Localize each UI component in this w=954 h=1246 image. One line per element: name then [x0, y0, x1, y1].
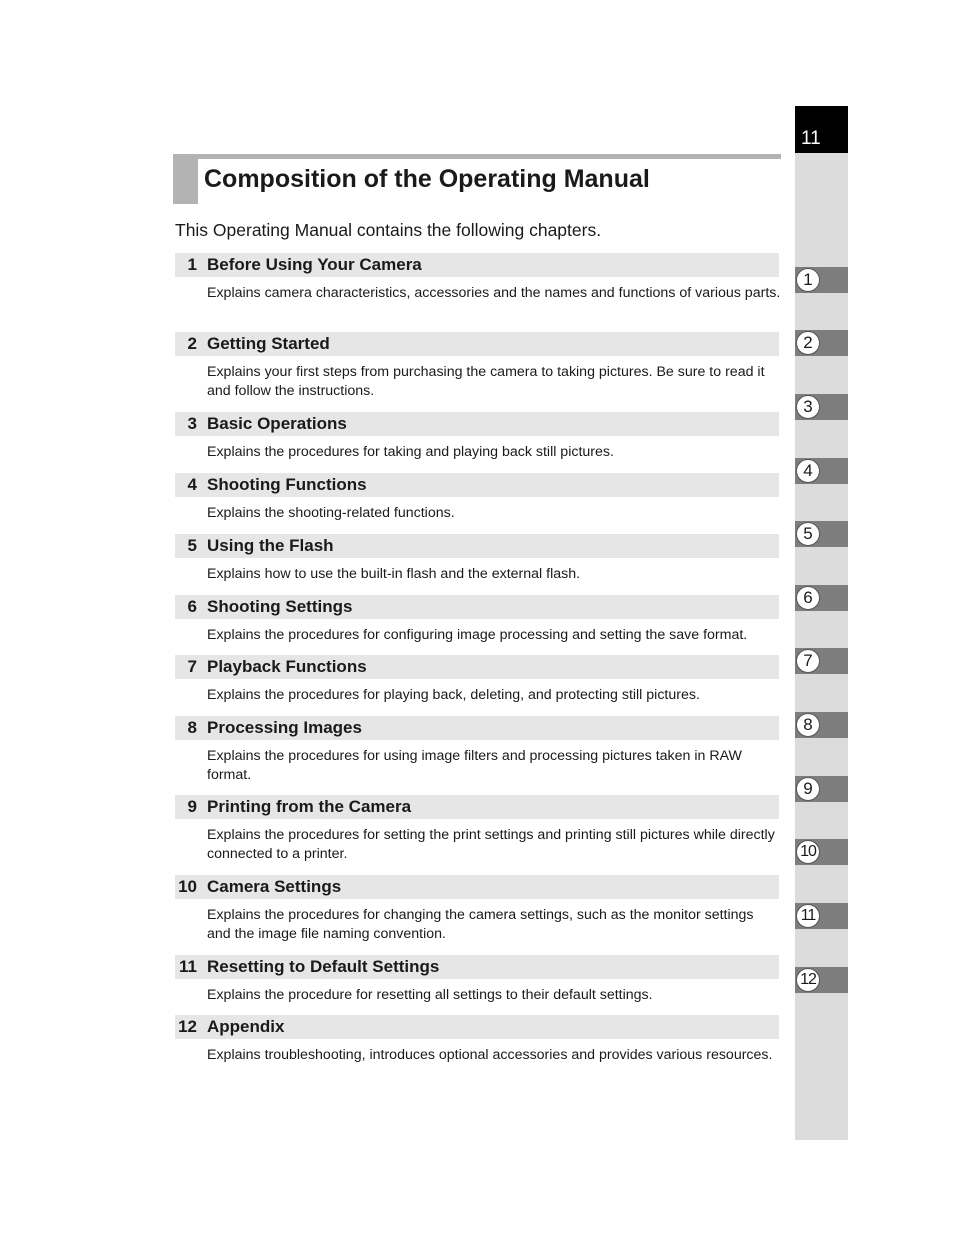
chapter-tab-9[interactable]	[795, 776, 848, 802]
chapter-description: Explains camera characteristics, accessories and the names and functions of various parts.	[207, 285, 781, 301]
chapter-tab-number: 2	[796, 331, 820, 355]
chapter-name: Before Using Your Camera	[207, 255, 422, 274]
chapter-name: Playback Functions	[207, 657, 367, 676]
chapter-tab-number: 11	[796, 904, 820, 928]
chapter-heading-bar	[175, 1015, 779, 1039]
chapter-tab-number: 10	[796, 840, 820, 864]
chapter-name: Shooting Functions	[207, 475, 367, 494]
chapter-tab-number: 12	[796, 968, 820, 992]
chapter-name: Camera Settings	[207, 877, 342, 896]
chapter-number: 2	[187, 334, 197, 353]
chapter-heading-bar	[175, 253, 779, 277]
chapter-tab-3[interactable]	[795, 394, 848, 420]
page-number: 11	[801, 128, 821, 149]
chapter-tab-2[interactable]	[795, 330, 848, 356]
chapter-tab-1[interactable]	[795, 267, 848, 293]
chapter-tab-number: 8	[796, 713, 820, 737]
chapter-name: Shooting Settings	[207, 597, 353, 616]
chapter-entry	[175, 534, 779, 584]
chapter-heading-bar	[175, 595, 779, 619]
chapter-heading-bar	[175, 534, 779, 558]
chapter-number: 12	[178, 1017, 197, 1036]
chapter-name: Appendix	[207, 1017, 285, 1036]
chapter-name: Printing from the Camera	[207, 797, 412, 816]
chapter-heading-bar	[175, 412, 779, 436]
chapter-heading-bar	[175, 473, 779, 497]
chapter-entry	[175, 253, 779, 303]
title-top-rule	[173, 154, 781, 159]
title-left-bar	[173, 154, 198, 204]
chapter-name: Getting Started	[207, 334, 330, 353]
chapter-entry	[175, 795, 779, 864]
current-page-tab	[795, 106, 848, 153]
page-title: Composition of the Operating Manual	[204, 165, 650, 193]
chapter-name: Resetting to Default Settings	[207, 957, 440, 976]
chapter-description: Explains the procedures for changing the camera settings, such as the monitor settings and the image file naming convention.	[207, 907, 754, 942]
chapter-heading-bar	[175, 332, 779, 356]
chapter-number: 3	[187, 414, 197, 433]
chapter-number: 9	[187, 797, 197, 816]
chapter-name: Basic Operations	[207, 414, 347, 433]
chapter-tab-number: 4	[796, 459, 820, 483]
chapter-description: Explains the procedures for using image filters and processing pictures taken in RAW format.	[207, 748, 742, 783]
chapter-heading-bar	[175, 716, 779, 740]
intro-text: This Operating Manual contains the following chapters.	[175, 220, 602, 240]
chapter-number: 11	[179, 957, 197, 976]
chapter-heading-bar	[175, 655, 779, 679]
chapter-tab-5[interactable]	[795, 521, 848, 547]
chapter-description: Explains the procedure for resetting all settings to their default settings.	[207, 987, 653, 1003]
chapter-description: Explains how to use the built-in flash and the external flash.	[207, 566, 581, 582]
chapter-tab-number: 7	[796, 649, 820, 673]
chapter-number: 10	[178, 877, 197, 896]
chapter-entry	[175, 655, 779, 705]
chapter-number: 6	[187, 597, 197, 616]
chapter-tab-number: 6	[796, 586, 820, 610]
chapter-name: Using the Flash	[207, 536, 334, 555]
chapter-tab-number: 9	[796, 777, 820, 801]
chapter-description: Explains the procedures for taking and playing back still pictures.	[207, 444, 614, 460]
chapter-tab-number: 3	[796, 395, 820, 419]
chapter-entry	[175, 412, 779, 462]
chapter-description: Explains your first steps from purchasing the camera to taking pictures. Be sure to read it and follow the instructions.	[207, 364, 765, 399]
chapter-description: Explains the procedures for setting the print settings and printing still pictures while directly connected to a printer.	[207, 827, 775, 862]
chapter-entry	[175, 955, 779, 1005]
chapter-entry	[175, 1015, 779, 1065]
chapter-tab-10[interactable]	[795, 839, 848, 865]
page-title-block	[173, 154, 781, 204]
chapter-number: 8	[187, 718, 197, 737]
chapter-description: Explains the procedures for playing back, deleting, and protecting still pictures.	[207, 687, 700, 703]
chapter-tab-number: 1	[796, 268, 820, 292]
chapter-heading-bar	[175, 795, 779, 819]
chapter-tab-7[interactable]	[795, 648, 848, 674]
chapter-number: 1	[187, 255, 197, 274]
chapter-description: Explains the procedures for configuring image processing and setting the save format.	[207, 627, 748, 643]
chapter-heading-bar	[175, 875, 779, 899]
chapter-tab-6[interactable]	[795, 585, 848, 611]
chapter-number: 5	[187, 536, 197, 555]
chapter-tab-number: 5	[796, 522, 820, 546]
chapter-description: Explains the shooting-related functions.	[207, 505, 455, 521]
chapter-tab-11[interactable]	[795, 903, 848, 929]
chapter-entry	[175, 875, 779, 944]
chapter-number: 7	[187, 657, 197, 676]
chapter-tab-4[interactable]	[795, 458, 848, 484]
chapter-entry	[175, 473, 779, 523]
chapter-tab-12[interactable]	[795, 967, 848, 993]
chapter-heading-bar	[175, 955, 779, 979]
chapter-number: 4	[187, 475, 197, 494]
chapter-entry	[175, 332, 779, 401]
chapter-tab-8[interactable]	[795, 712, 848, 738]
chapter-entry	[175, 595, 779, 645]
chapter-name: Processing Images	[207, 718, 362, 737]
chapter-entry	[175, 716, 779, 785]
chapter-description: Explains troubleshooting, introduces optional accessories and provides various resources.	[207, 1047, 773, 1063]
